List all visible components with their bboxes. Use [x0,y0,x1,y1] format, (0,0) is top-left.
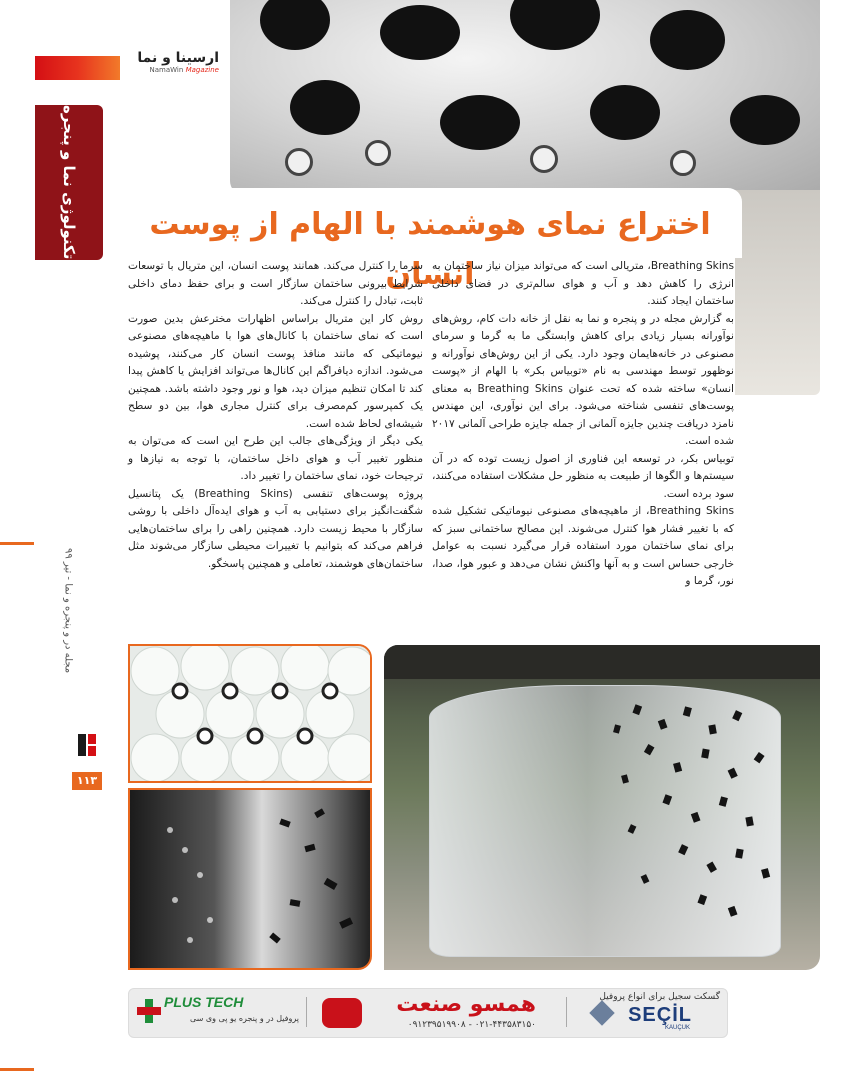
ad-secil[interactable] [585,992,720,1034]
hamso-logo-icon [322,998,362,1028]
paragraph: توبیاس بکر، در توسعه این فناوری از اصول زیست توده که در آن سیستم‌ها و الگوها از طبیعت به منظور حل مشکلات استفاده می‌کنند، سود برده است. [432,452,734,500]
paragraph: پروژه پوست‌های تنفسی (Breathing Skins) یک پتانسیل شگفت‌انگیز برای دستیابی به آب و هوای ایده‌آل داخلی با روشی سازگار با محیط زیست دارد. همچنین راهی را برای ساختمان‌هایی فراهم می‌کند که بتوانیم با تغییرات محیطی سازگار می‌شوند مثل ساختمان‌های هوشمند، تعاملی و همچنین پاسخگو. [128,487,423,570]
plus-tech-tagline: پروفیل در و پنجره یو پی وی سی [189,1014,299,1023]
edge-line-1 [0,542,34,545]
photo-interior [128,788,372,970]
ad-plus-tech[interactable] [134,994,299,1030]
photo-pavilion [384,645,820,970]
magazine-logo [124,50,219,82]
issue-label: مجله در و پنجره و نما - تیر ۹۹ [62,548,74,674]
logo-sub: NamaWin Magazine [149,66,219,74]
secil-logo-icon [589,1000,614,1025]
paragraph: به گزارش مجله در و پنجره و نما به نقل از خانه دات کام، روش‌های نوآورانه بسیار زیادی برای کاهش وابستگی ما به گرما و سرمای مصنوعی در خانه‌هایمان وجود دارد. یکی از این روش‌های نوآورانه و نوظهور توسط مهندسی به نام «توبیاس بکر» با الهام از «پوست انسان» ساخته شده که تحت عنوان Breathing Skins به معنای پوست‌های تنفسی شناخته می‌شود. برای این نوآوری، این مهندس نامزد دریافت چندین جایزه آلمانی از جمله جایزه طراحی آلمانی ۲۰۱۷ شده است. [431,312,734,447]
hamso-name: همسو صنعت [396,992,536,1017]
ad-hamso-sanat[interactable] [322,992,542,1034]
plus-tech-name: PLUS TECH [164,994,244,1010]
paragraph: Breathing Skins، متریالی است که می‌تواند میزان نیاز ساختمان به انرژی را کاهش دهد و آب و هوای سالم‌تری در فضای داخلی ساختمان ایجاد کنند. [432,260,734,307]
bubbles-illustration [130,646,370,781]
photo-ring [670,150,696,176]
edge-line-2 [0,1068,34,1071]
article-column-right [432,258,734,633]
photo-blob [510,0,600,50]
photo-ring [285,148,313,176]
ad-divider [306,997,307,1027]
page-number: ۱۱۳ [72,772,102,790]
hamso-phone: ۰۲۱-۴۴۳۵۸۳۱۵۰ - ۰۹۱۲۳۹۵۱۹۹۰۸ [407,1020,536,1030]
secil-tagline: گسکت سجیل برای انواع پروفیل [599,992,720,1002]
pavilion-pattern [384,645,820,970]
issue-label-wrap [58,548,78,708]
photo-bubbles [128,644,372,783]
secil-sub: KAUÇUK [664,1025,690,1031]
header-photo-strip [735,190,820,395]
secil-name: SEÇİL [628,1004,692,1026]
photo-blob [440,95,520,150]
header-color-bar [35,56,120,80]
article-column-left [128,258,423,633]
photo-blob [260,0,330,50]
paragraph: Breathing Skins، از ماهیچه‌های مصنوعی نیوماتیکی تشکیل شده که با تغییر فشار هوا کنترل می‌شوند. این مصالح ساختمانی سبز که برای نمای ساختمان مورد استفاده قرار می‌گیرد نسبت به عوامل خارجی حساس است و به آنها واکنش نشان می‌دهد و عبور هوا، صدا، نور، گرما و [432,505,734,587]
section-title-wrap [35,105,103,260]
photo-blob [650,10,725,70]
interior-illustration [130,790,370,968]
photo-blob [290,80,360,135]
paragraph: یکی دیگر از ویژگی‌های جالب این طرح این است که می‌توان به منظور تغییر آب و هوای داخل ساختمان، با توجه به نیازها و ترجیحات خود، نمای ساختمان را تغییر داد. [128,435,423,482]
logo-text: ارسینا و نما [137,50,219,66]
header-photo [230,0,820,195]
photo-blob [730,95,800,145]
photo-ring [365,140,391,166]
photo-ring [530,145,558,173]
paragraph: روش کار این متریال براساس اظهارات مخترعش بدین صورت است که نمای ساختمان با کانال‌های هوا با ماهیچه‌های مصنوعی نیوماتیکی که مانند منافذ پوست انسان کار می‌کنند، پوشیده می‌شود. اندازه دیافراگم این کانال‌ها می‌تواند افزایش یا کاهش پیدا کند تا امکان تنظیم میزان دید، هوا و نور وجود داشته باشد. همچنین یک کمپرسور کم‌مصرف برای کنترل مجاری هوا، بین دو سطح شیشه‌ای لحاظ شده است. [128,312,423,430]
article-title: اختراع نمای هوشمند با الهام از پوست انسان [149,207,711,292]
plus-tech-logo-icon [136,998,162,1024]
photo-blob [380,5,460,60]
magazine-mark-icon [76,732,98,758]
ad-divider [566,997,567,1027]
paragraph: سرما را کنترل می‌کند. همانند پوست انسان، این متریال با توسعات شرایط بیرونی ساختمان سازگار است و برای حفظ دمای داخلی ثابت، تبادل را کنترل می‌کند. [128,260,423,307]
photo-blob [590,85,660,140]
section-title: تکنولوژی نما و پنجره [60,105,78,260]
